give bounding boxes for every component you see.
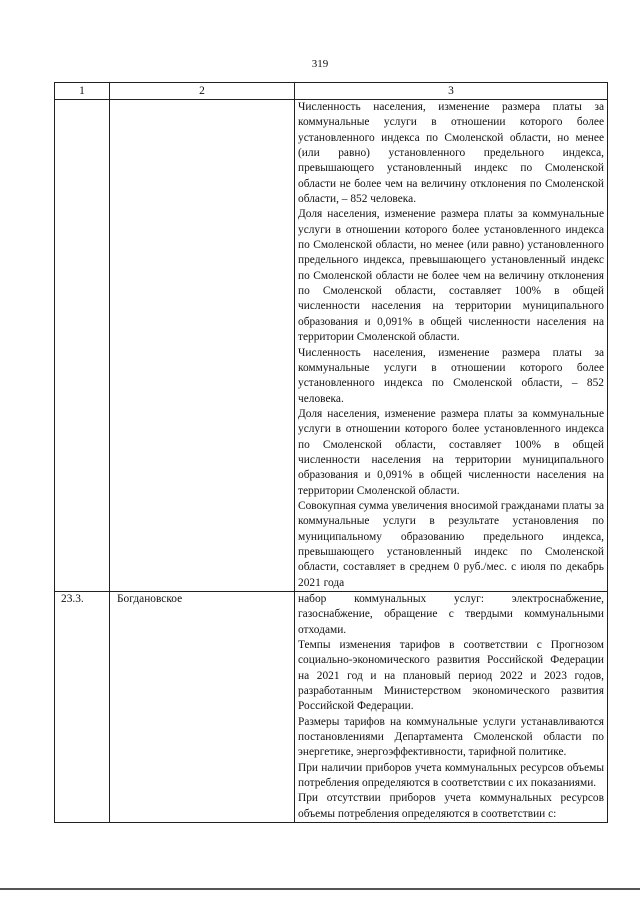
settlement-name-cell	[110, 100, 295, 592]
footer-rule	[0, 888, 640, 890]
settlement-name-cell: Богдановское	[110, 592, 295, 823]
paragraph-tariff-sizes: Размеры тарифов на коммунальные услуги устанавливаются постановлениями Департамента Смоленской области по энергетике, энергоэффективности, тарифной политике.	[298, 715, 604, 759]
paragraph-population-count-2: Численность населения, изменение размера платы за коммунальные услуги в отношении которого более установленного индекса по Смоленской области, – 852 человека.	[298, 346, 604, 405]
paragraph-meters-absent: При отсутствии приборов учета коммунальных ресурсов объемы потребления определяются в соответствии с:	[298, 792, 604, 820]
column-header-3: 3	[295, 83, 608, 100]
tariff-table	[54, 82, 608, 823]
paragraph-population-share: Доля населения, изменение размера платы за коммунальные услуги в отношении которого более установленного индекса по Смоленской области, но менее (или равно) установленного предельного индекса, превышающего установленный индекс по Смоленской области не более чем на величину отклонения по Смоленской области, составляет 100% в общей численности населения на территории муниципального образования и 0,091% в общей численности населения на территории Смоленской области.	[298, 208, 604, 344]
table-row-23-3	[55, 592, 608, 823]
paragraph-services-set: набор коммунальных услуг: электроснабжение, газоснабжение, обращение с твердыми коммунальными отходами.	[298, 593, 604, 636]
paragraph-total-increase: Совокупная сумма увеличения вносимой гражданами платы за коммунальные услуги в результате установления по муниципальному образованию предельного индекса, превышающего установленный индекс по Смоленской области, составляет в среднем 0 руб./мес. с июля по декабрь 2021 года	[298, 499, 604, 589]
row-number-cell: 23.3.	[55, 592, 110, 823]
column-header-1: 1	[55, 83, 110, 100]
paragraph-population-count: Численность населения, изменение размера платы за коммунальные услуги в отношении которого более установленного индекса по Смоленской области, но менее (или равно) установленного предельного индекса, превышающего установленный индекс по Смоленской области не более чем на величину отклонения по Смоленской области, – 852 человека.	[298, 101, 604, 206]
description-cell	[295, 592, 608, 823]
description-cell	[295, 100, 608, 592]
paragraph-population-share-2: Доля населения, изменение размера платы за коммунальные услуги в отношении которого более установленного индекса по Смоленской области, составляет 100% в общей численности населения на территории муниципального образования и 0,091% в общей численности населения на территории Смоленской области.	[298, 407, 604, 497]
column-header-2: 2	[110, 83, 295, 100]
paragraph-meters-present: При наличии приборов учета коммунальных ресурсов объемы потребления определяются в соответствии с их показаниями.	[298, 761, 604, 790]
row-number-cell	[55, 100, 110, 592]
page-number: 319	[311, 58, 329, 70]
table-row-continuation	[55, 100, 608, 592]
table-header-row	[55, 83, 608, 100]
paragraph-tariff-rates: Темпы изменения тарифов в соответствии с Прогнозом социально-экономического развития Российской Федерации на 2021 год и на плановый период 2022 и 2023 годов, разработанным Министерством экономического развития Российской Федерации.	[298, 639, 604, 713]
